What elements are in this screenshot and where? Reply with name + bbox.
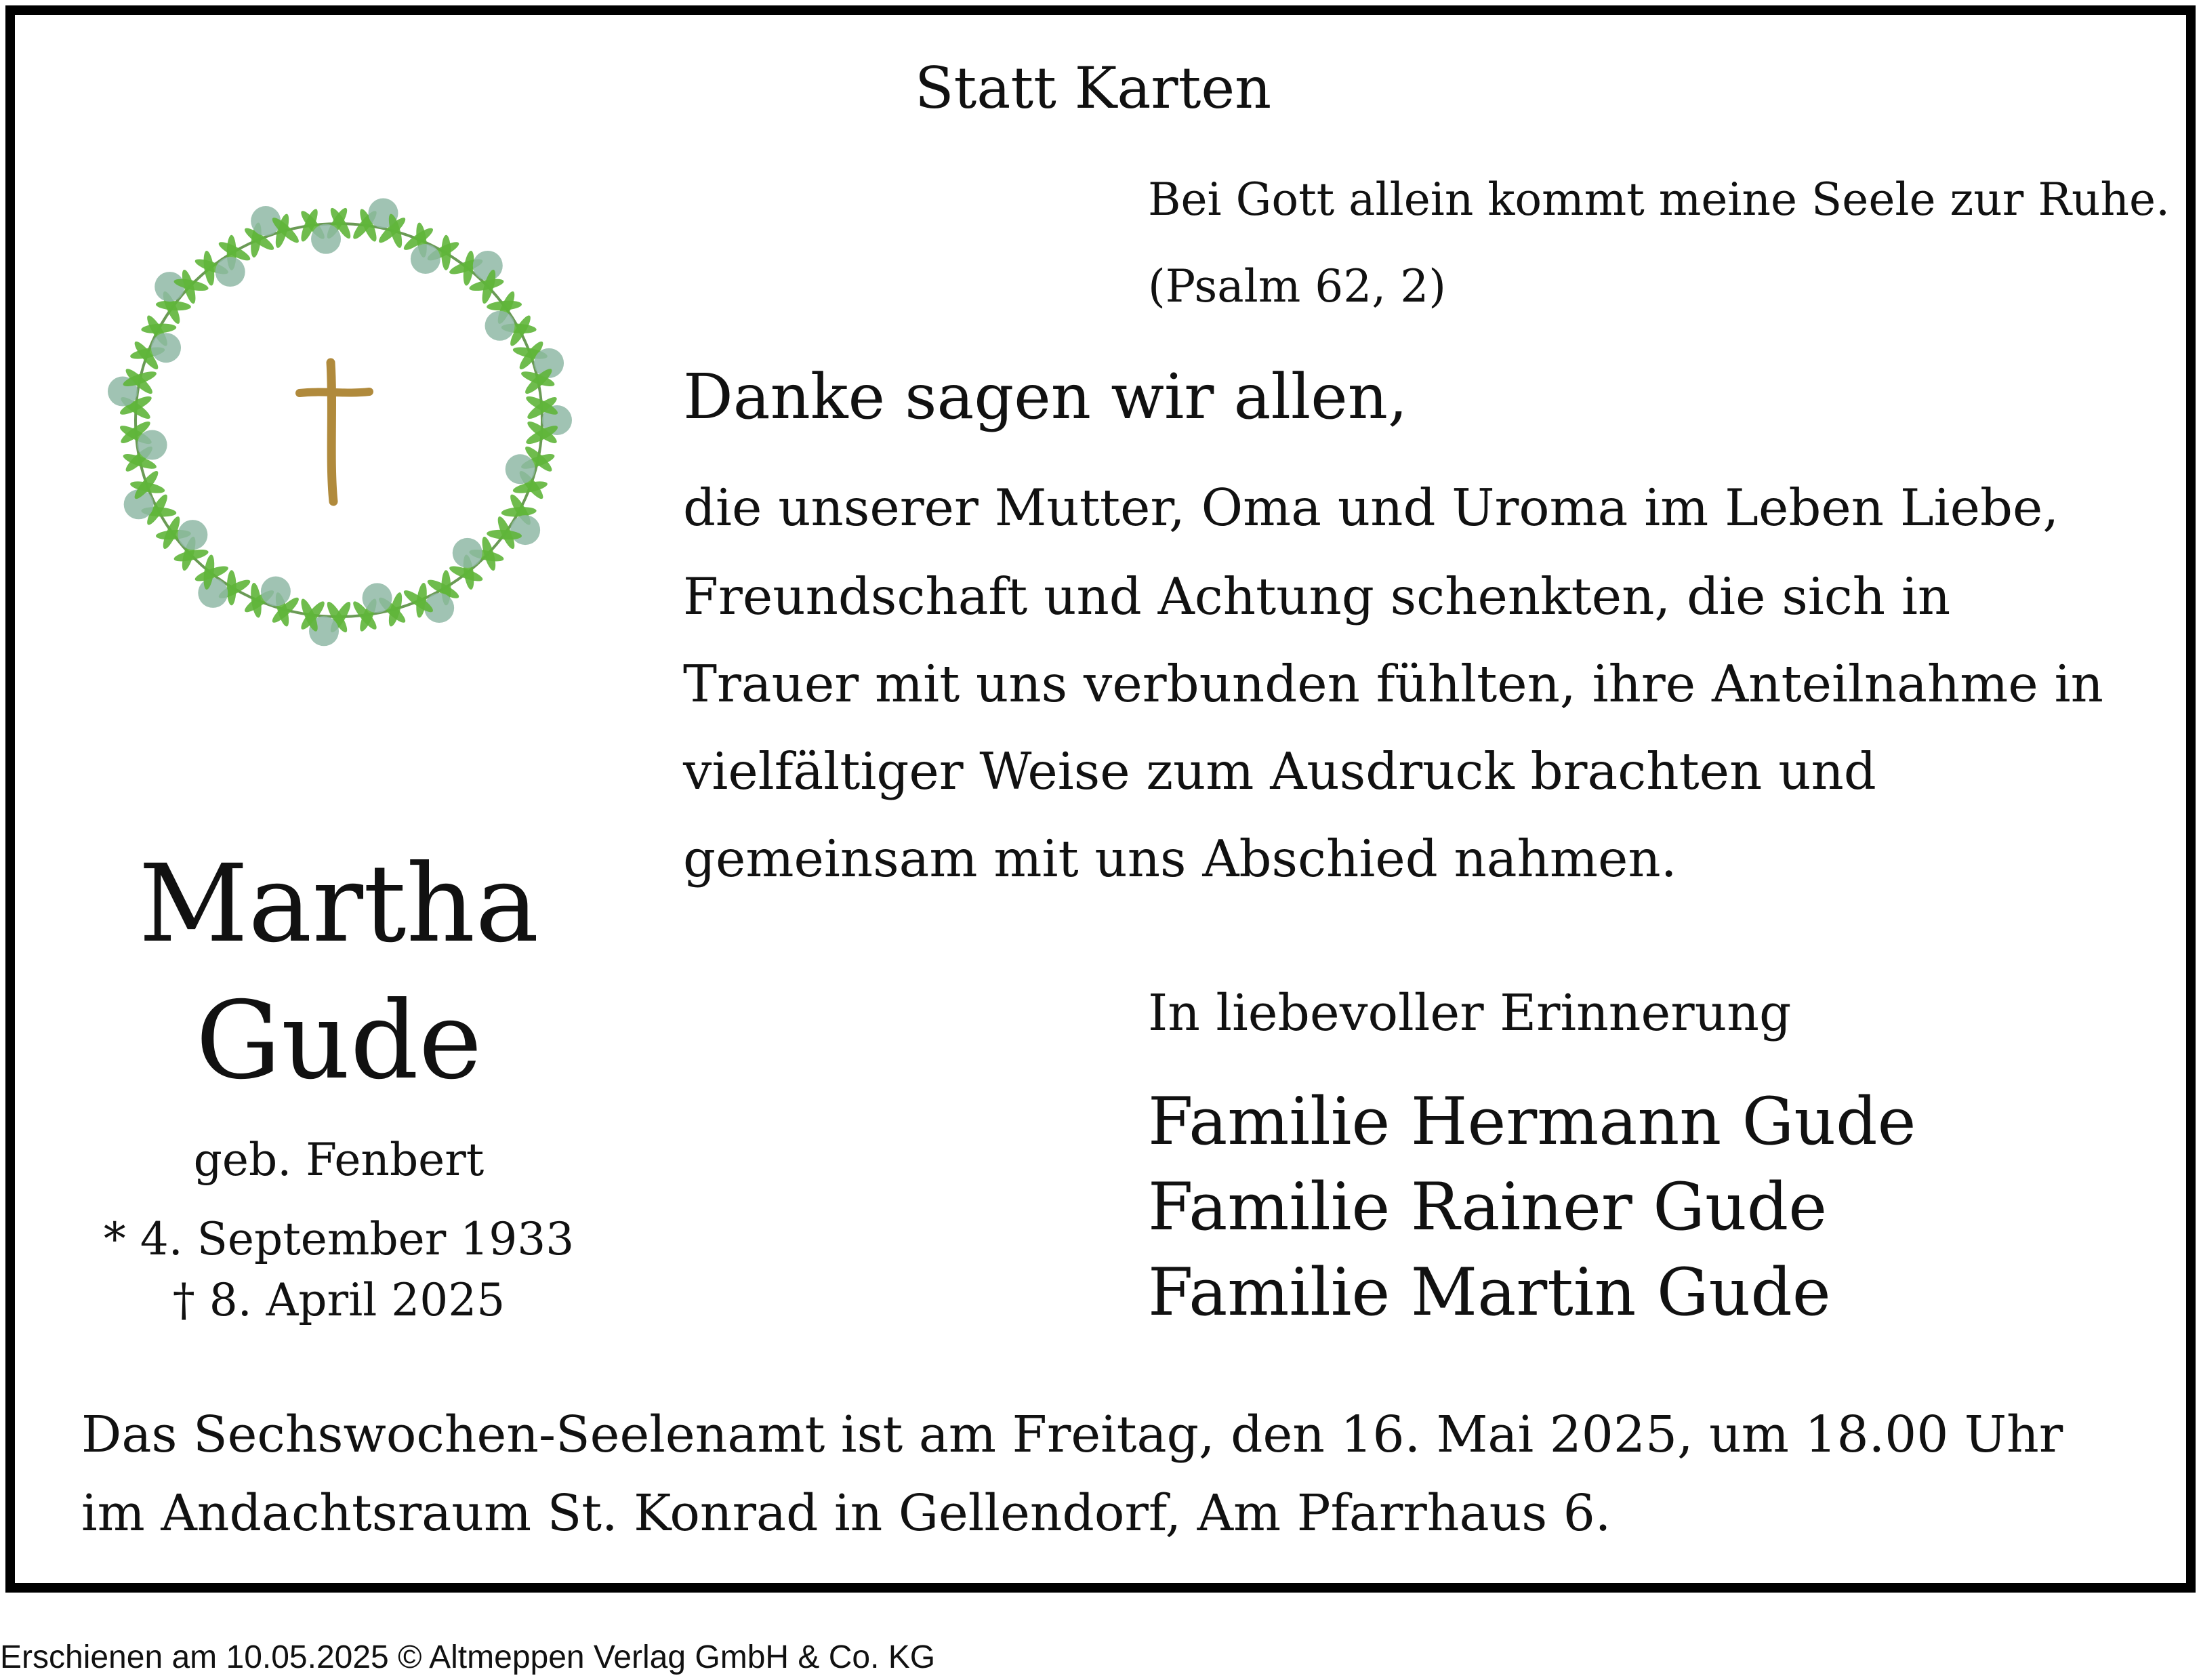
family-name: Familie Martin Gude: [1148, 1254, 1831, 1330]
deceased-first-name: Martha: [138, 842, 539, 966]
eucalyptus-wreath-icon: [88, 190, 603, 664]
thanks-heading: Danke sagen wir allen,: [683, 361, 1408, 433]
thanks-body-line: vielfältiger Weise zum Ausdruck brachten und: [683, 741, 1876, 801]
bible-quote-reference: (Psalm 62, 2): [1148, 260, 1446, 312]
deceased-last-name: Gude: [195, 979, 482, 1103]
thanks-body-line: die unserer Mutter, Oma und Uroma im Leben Liebe,: [683, 478, 2059, 537]
cross-icon: [300, 363, 369, 501]
family-name: Familie Rainer Gude: [1148, 1169, 1828, 1245]
thanks-body-line: Freundschaft und Achtung schenkten, die sich in: [683, 567, 1951, 626]
memory-line: In liebevoller Erinnerung: [1148, 984, 1792, 1042]
maiden-name: geb. Fenbert: [193, 1134, 485, 1186]
birth-date: * 4. September 1933: [103, 1213, 575, 1265]
death-date: † 8. April 2025: [172, 1274, 506, 1326]
service-announcement-line: im Andachtsraum St. Konrad in Gellendorf, Am Pfarrhaus 6.: [81, 1484, 1611, 1542]
thanks-body-line: Trauer mit uns verbunden fühlten, ihre Anteilnahme in: [683, 654, 2103, 714]
publication-footer: Erschienen am 10.05.2025 © Altmeppen Verlag GmbH & Co. KG: [0, 1639, 936, 1675]
service-announcement-line: Das Sechswochen-Seelenamt ist am Freitag, den 16. Mai 2025, um 18.00 Uhr: [81, 1406, 2063, 1464]
notice-header: Statt Karten: [915, 55, 1272, 121]
thanks-body-line: gemeinsam mit uns Abschied nahmen.: [683, 829, 1677, 888]
bible-quote: Bei Gott allein kommt meine Seele zur Ruhe.: [1148, 173, 2171, 226]
family-name: Familie Hermann Gude: [1148, 1084, 1916, 1160]
